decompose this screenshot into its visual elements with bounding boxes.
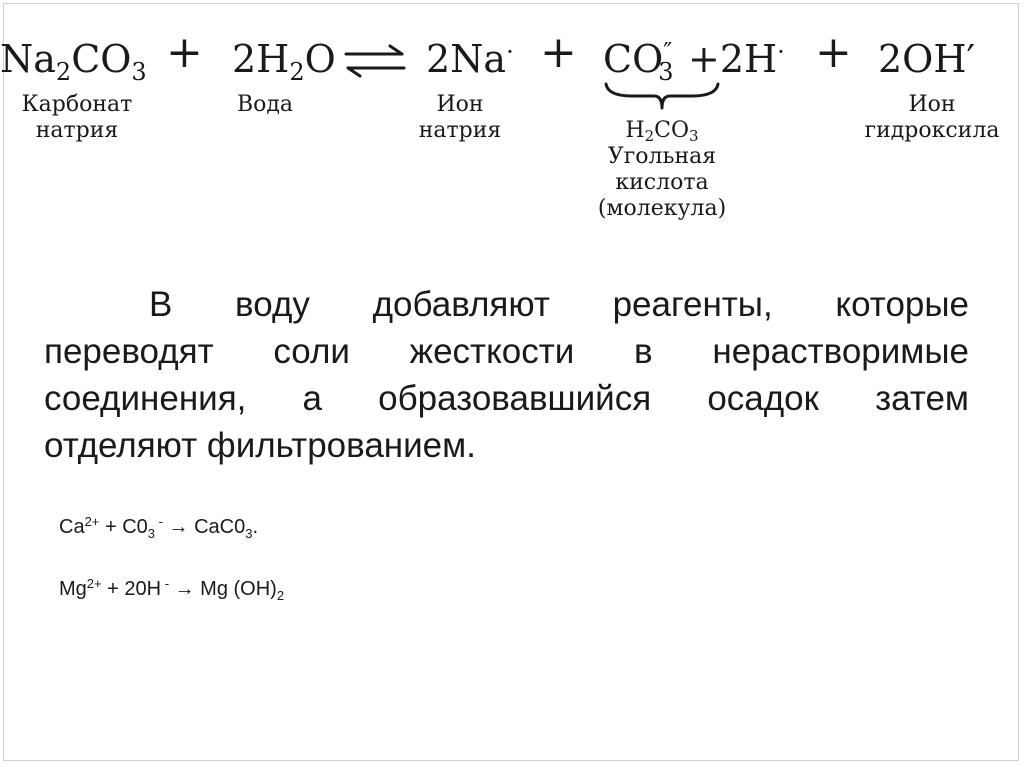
label-hydroxyl-ion: Ион гидроксила: [864, 92, 1000, 143]
curly-brace-icon: [602, 80, 722, 112]
paragraph-line: переводят соли жесткости в нерастворимые: [44, 332, 969, 371]
formula-carbonic-acid: $H_2CO_3$: [625, 118, 699, 145]
paragraph-line: соединения, а образовавшийся осадок затем: [44, 379, 969, 418]
label-sodium-ion: Ион натрия: [418, 92, 502, 143]
formula-sodium-carbonate: $Na_2CO_3$: [0, 37, 147, 86]
ion-carbonate: $CO''_3$: [603, 37, 674, 86]
label-water: Вода: [236, 92, 294, 117]
plus-sign-3: +: [815, 27, 852, 78]
description-paragraph: [44, 281, 969, 469]
label-sodium-carbonate: Карбонат натрия: [21, 92, 133, 143]
formula-water: $2H_2O$: [232, 37, 336, 86]
ion-hydroxyl: 2OH′: [878, 37, 976, 81]
plus-sign-1: +: [166, 27, 203, 78]
plus-sign-2: +: [540, 27, 577, 78]
ion-sodium: 2Na·: [426, 37, 514, 81]
label-carbonic-acid: $H_2CO_3$ Угольная кислота (молекула): [586, 118, 738, 222]
reaction-calcium-carbonate: $Ca^{2+} + C0_3$ $^- \to CaC0_3$.: [59, 514, 258, 541]
reaction-magnesium-hydroxide: $Mg^{2+} + 20H$ - → Mg $(OH)_2$: [59, 576, 285, 603]
equilibrium-arrows-icon: [344, 44, 406, 80]
paragraph-line: В воду добавляют реагенты, которые: [149, 285, 969, 324]
ion-hydrogen: +2H·: [688, 37, 785, 81]
paragraph-line: отделяют фильтрованием.: [44, 426, 476, 465]
